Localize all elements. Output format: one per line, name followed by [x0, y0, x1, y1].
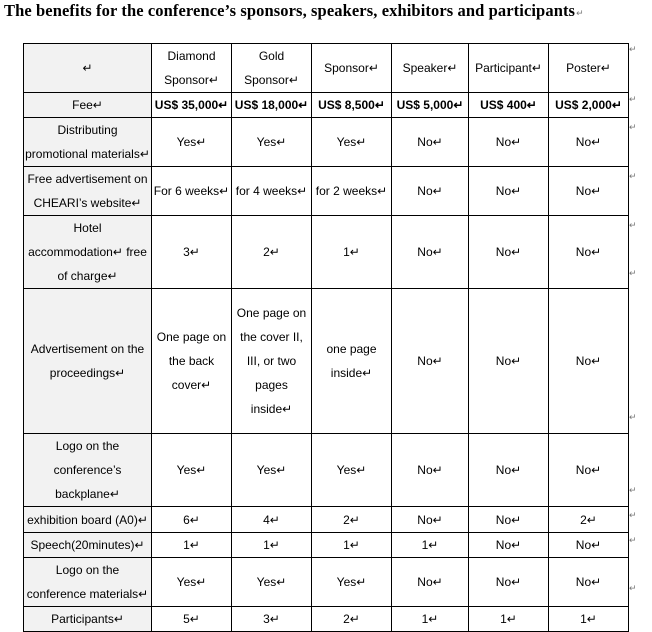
table-row	[24, 607, 629, 632]
table-cell: 5↵	[152, 607, 232, 632]
table-cell: No↵	[469, 216, 549, 289]
row-label: Advertisement on the proceedings↵	[24, 289, 152, 434]
table-cell: 1↵	[312, 533, 392, 558]
table-cell: 3↵	[232, 607, 312, 632]
table-cell: No↵	[469, 118, 549, 167]
table-cell: Yes↵	[312, 118, 392, 167]
table-cell: US$ 18,000↵	[232, 93, 312, 118]
header-cell: Participant↵	[469, 44, 549, 93]
table-row	[24, 533, 629, 558]
table-cell: No↵	[469, 167, 549, 216]
table-row	[24, 434, 629, 507]
table-cell: No↵	[549, 216, 629, 289]
row-label: Distributing promotional materials↵	[24, 118, 152, 167]
row-label: Hotel accommodation↵ free of charge↵	[24, 216, 152, 289]
row-label: Participants↵	[24, 607, 152, 632]
table-cell: 2↵	[549, 507, 629, 533]
row-label: Speech(20minutes)↵	[24, 533, 152, 558]
table-cell: 1↵	[392, 607, 469, 632]
paragraph-mark: ↵	[629, 94, 637, 104]
page-title: The benefits for the conference’s sponsors, speakers, exhibitors and participants↵	[4, 1, 584, 20]
header-cell: Speaker↵	[392, 44, 469, 93]
paragraph-mark: ↵	[629, 220, 637, 230]
table-cell: Yes↵	[232, 558, 312, 607]
paragraph-mark: ↵	[629, 412, 637, 422]
paragraph-mark: ↵	[629, 171, 637, 181]
table-cell: 1↵	[392, 533, 469, 558]
table-cell: 1↵	[232, 533, 312, 558]
table-cell: Yes↵	[232, 434, 312, 507]
table-row	[24, 118, 629, 167]
header-cell: Gold Sponsor↵	[232, 44, 312, 93]
table-cell: No↵	[469, 434, 549, 507]
table-cell: 1↵	[312, 216, 392, 289]
table-cell: No↵	[392, 167, 469, 216]
table-cell: Yes↵	[152, 434, 232, 507]
table-cell: No↵	[549, 289, 629, 434]
table-cell: US$ 400↵	[469, 93, 549, 118]
table-row	[24, 93, 629, 118]
row-label: Logo on the conference’s backplane↵	[24, 434, 152, 507]
table-cell: For 6 weeks↵	[152, 167, 232, 216]
table-cell: for 2 weeks↵	[312, 167, 392, 216]
header-row	[24, 44, 629, 93]
table-cell: No↵	[392, 434, 469, 507]
table-cell: No↵	[469, 533, 549, 558]
table-cell: US$ 35,000↵	[152, 93, 232, 118]
row-label: Free advertisement on CHEARI’s website↵	[24, 167, 152, 216]
table-cell: No↵	[549, 533, 629, 558]
table-cell: 2↵	[312, 607, 392, 632]
table-cell: Yes↵	[152, 118, 232, 167]
paragraph-mark: ↵	[629, 535, 637, 545]
header-cell: Diamond Sponsor↵	[152, 44, 232, 93]
table-cell: 2↵	[312, 507, 392, 533]
row-label: Fee↵	[24, 93, 152, 118]
table-cell: US$ 8,500↵	[312, 93, 392, 118]
table-row	[24, 558, 629, 607]
row-label: exhibition board (A0)↵	[24, 507, 152, 533]
table-cell: One page on the cover II, III, or two pages inside↵	[232, 289, 312, 434]
table-row	[24, 167, 629, 216]
row-label: Logo on the conference materials↵	[24, 558, 152, 607]
table-cell: No↵	[549, 434, 629, 507]
benefits-table	[23, 43, 629, 632]
table-cell: No↵	[392, 558, 469, 607]
table-cell: No↵	[469, 289, 549, 434]
paragraph-mark: ↵	[629, 510, 637, 520]
header-cell: Poster↵	[549, 44, 629, 93]
table-cell: Yes↵	[312, 558, 392, 607]
table-cell: No↵	[392, 216, 469, 289]
table-cell: No↵	[469, 558, 549, 607]
table-cell: No↵	[549, 118, 629, 167]
table-cell: 4↵	[232, 507, 312, 533]
table-cell: 3↵	[152, 216, 232, 289]
table-cell: 2↵	[232, 216, 312, 289]
paragraph-mark: ↵	[629, 485, 637, 495]
table-cell: No↵	[392, 118, 469, 167]
header-cell: ↵	[24, 44, 152, 93]
table-cell: No↵	[392, 507, 469, 533]
table-cell: US$ 5,000↵	[392, 93, 469, 118]
table-cell: 1↵	[469, 607, 549, 632]
table-cell: No↵	[549, 558, 629, 607]
header-cell: Sponsor↵	[312, 44, 392, 93]
table-cell: Yes↵	[232, 118, 312, 167]
table-row	[24, 216, 629, 289]
paragraph-mark: ↵	[629, 122, 637, 132]
paragraph-mark: ↵	[629, 268, 637, 278]
table-row	[24, 289, 629, 434]
table-cell: No↵	[392, 289, 469, 434]
table-cell: 1↵	[549, 607, 629, 632]
table-cell: Yes↵	[152, 558, 232, 607]
table-cell: No↵	[469, 507, 549, 533]
table-row	[24, 507, 629, 533]
table-cell: Yes↵	[312, 434, 392, 507]
table-cell: 1↵	[152, 533, 232, 558]
table-cell: US$ 2,000↵	[549, 93, 629, 118]
table-cell: One page on the back cover↵	[152, 289, 232, 434]
table-cell: 6↵	[152, 507, 232, 533]
paragraph-mark: ↵	[576, 8, 584, 18]
table-cell: one page inside↵	[312, 289, 392, 434]
table-cell: No↵	[549, 167, 629, 216]
table-cell: for 4 weeks↵	[232, 167, 312, 216]
paragraph-mark: ↵	[629, 583, 637, 593]
paragraph-mark: ↵	[629, 44, 637, 54]
